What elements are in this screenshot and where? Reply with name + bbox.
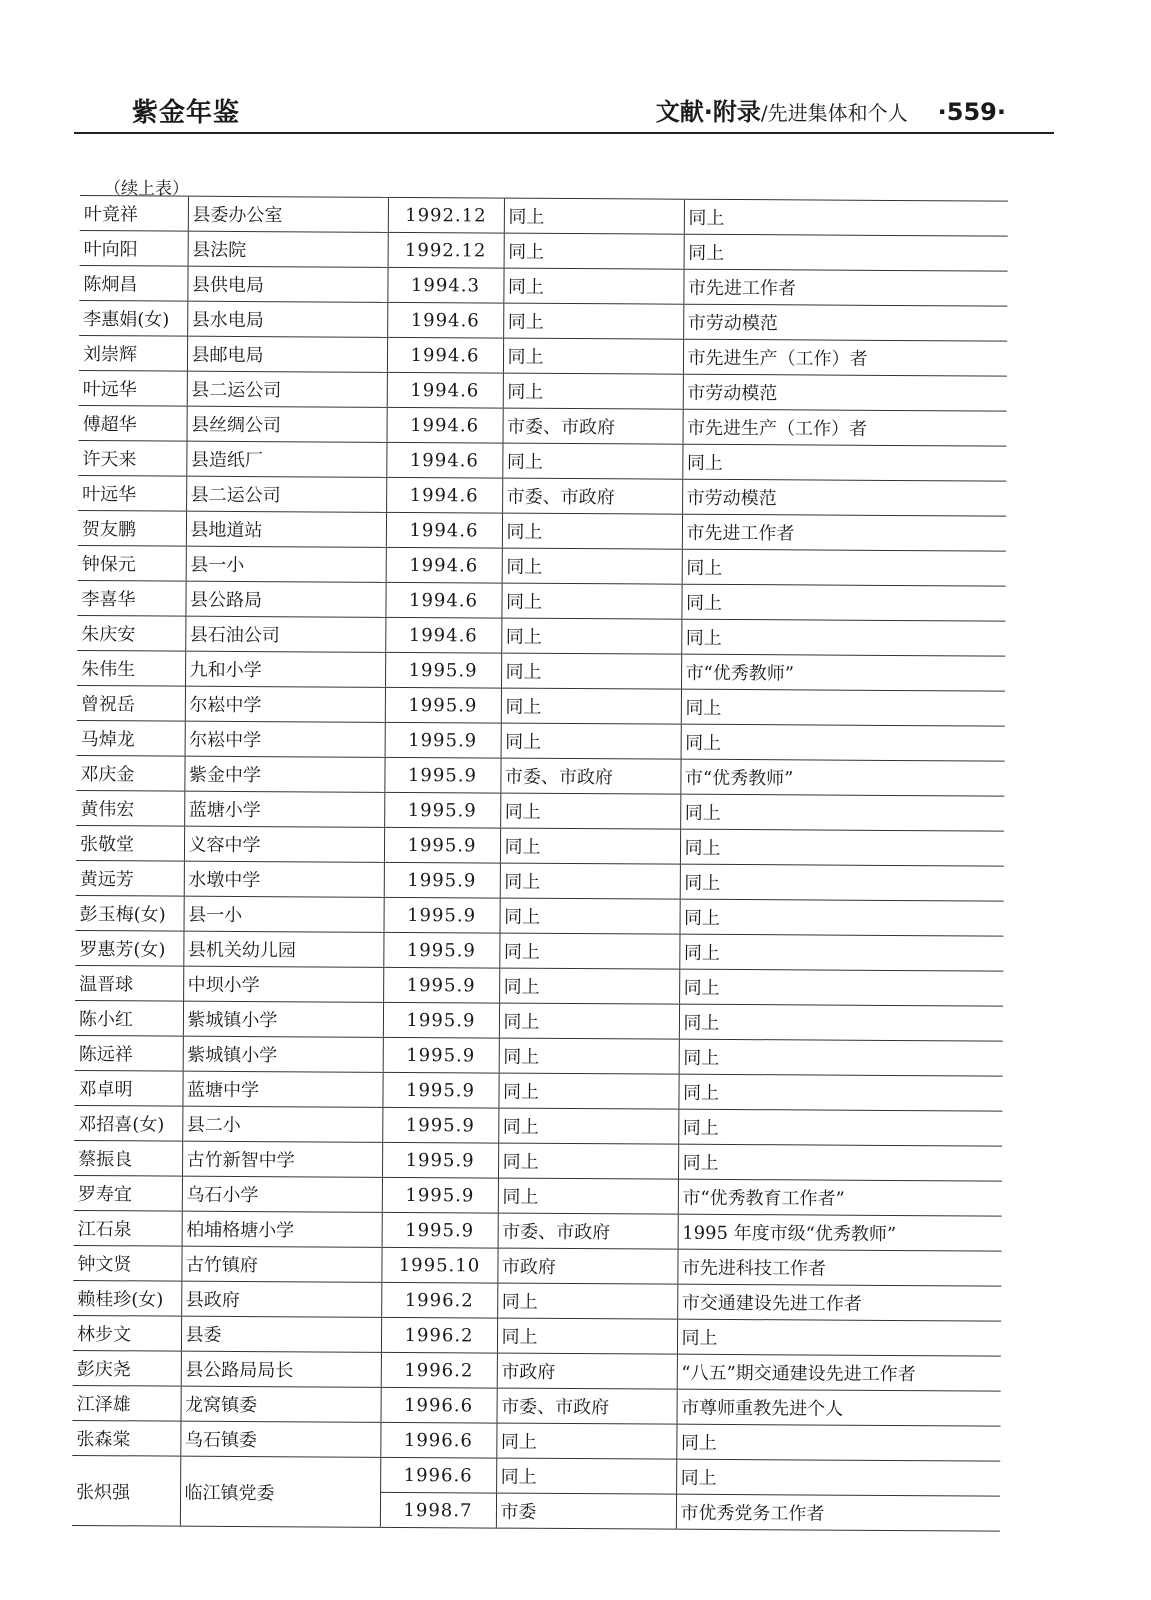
- org-cell: 同上: [499, 898, 679, 934]
- unit-cell: 紫金中学: [184, 756, 384, 792]
- honor-cell: 市先进工作者: [683, 269, 1007, 306]
- table-row: [73, 1280, 1001, 1321]
- unit-cell: 县机关幼儿园: [183, 931, 383, 967]
- date-cell: 1995.9: [384, 897, 500, 933]
- table-row: [73, 1350, 1001, 1391]
- running-head: [656, 92, 1006, 127]
- name-cell: 赖桂珍(女): [73, 1280, 181, 1316]
- honor-cell: 市先进科技工作者: [677, 1249, 1001, 1286]
- honor-cell: 同上: [678, 1074, 1002, 1111]
- unit-cell: 县委办公室: [188, 196, 388, 232]
- table-row: [80, 195, 1008, 236]
- unit-cell: 县法院: [188, 231, 388, 267]
- org-cell: 同上: [503, 268, 683, 304]
- table-row: [78, 475, 1006, 516]
- date-cell: 1995.9: [384, 862, 500, 898]
- name-cell: 黄远芳: [76, 860, 184, 896]
- org-cell: 市委、市政府: [498, 1213, 678, 1249]
- date-cell: 1994.6: [386, 477, 502, 513]
- date-cell: 1998.7: [380, 1492, 496, 1528]
- honor-cell: 市劳动模范: [682, 479, 1006, 516]
- org-cell: 同上: [498, 1108, 678, 1144]
- org-cell: 市政府: [497, 1353, 677, 1389]
- honor-cell: 市先进工作者: [682, 514, 1006, 551]
- name-cell: 马焯龙: [77, 720, 185, 756]
- org-cell: 同上: [499, 968, 679, 1004]
- name-cell: 邓卓明: [74, 1070, 182, 1106]
- org-cell: 同上: [503, 303, 683, 339]
- honor-cell: 市交通建设先进工作者: [677, 1284, 1001, 1321]
- date-cell: 1995.9: [382, 1177, 498, 1213]
- date-cell: 1996.6: [380, 1457, 496, 1493]
- name-cell: 张森棠: [72, 1420, 180, 1456]
- date-cell: 1994.6: [386, 407, 502, 443]
- org-cell: 同上: [499, 1038, 679, 1074]
- org-cell: 同上: [503, 338, 683, 374]
- table-row: [79, 405, 1007, 446]
- date-cell: 1995.9: [383, 932, 499, 968]
- org-cell: 市委、市政府: [502, 408, 682, 444]
- date-cell: 1992.12: [388, 232, 504, 268]
- date-cell: 1995.9: [382, 1142, 498, 1178]
- org-cell: 同上: [502, 548, 682, 584]
- continuation-label: （续上表）: [104, 179, 189, 199]
- org-cell: 同上: [496, 1458, 676, 1494]
- honor-cell: 同上: [679, 934, 1003, 971]
- table-row: [79, 335, 1007, 376]
- honor-cell: 同上: [678, 1109, 1002, 1146]
- org-cell: 市委: [496, 1493, 676, 1529]
- table-row: [75, 930, 1003, 971]
- date-cell: 1992.12: [388, 197, 504, 233]
- table-row: [78, 510, 1006, 551]
- honor-cell: “八五”期交通建设先进工作者: [677, 1354, 1001, 1391]
- table-row: [77, 685, 1005, 726]
- unit-cell: 县一小: [186, 546, 386, 582]
- table-row: [76, 860, 1004, 901]
- honor-cell: 同上: [679, 969, 1003, 1006]
- honor-cell: 同上: [679, 899, 1003, 936]
- honor-cell: 同上: [678, 1144, 1002, 1181]
- unit-cell: 九和小学: [185, 651, 385, 687]
- unit-cell: 紫城镇小学: [183, 1001, 383, 1037]
- org-cell: 市委、市政府: [502, 478, 682, 514]
- table-row: [74, 1175, 1002, 1216]
- name-cell: 叶远华: [79, 370, 187, 406]
- org-cell: 同上: [496, 1423, 676, 1459]
- honor-cell: 同上: [681, 584, 1005, 621]
- name-cell: 刘崇辉: [79, 335, 187, 371]
- table-row: [72, 1420, 1000, 1461]
- unit-cell: 龙窝镇委: [181, 1386, 381, 1422]
- table-row: [74, 1140, 1002, 1181]
- honor-cell: 同上: [676, 1424, 1000, 1461]
- honor-cell: 同上: [682, 444, 1006, 481]
- org-cell: 同上: [504, 198, 684, 234]
- page-number: ·559·: [937, 98, 1006, 126]
- org-cell: 同上: [501, 688, 681, 724]
- org-cell: 同上: [501, 618, 681, 654]
- unit-cell: 临江镇党委: [180, 1456, 380, 1527]
- org-cell: 同上: [501, 583, 681, 619]
- name-cell: 李喜华: [77, 580, 185, 616]
- table-container: [72, 195, 1008, 1532]
- name-cell: 林步文: [73, 1315, 181, 1351]
- table-row: [73, 1245, 1001, 1286]
- table-row: [75, 1000, 1003, 1041]
- table-row: [79, 300, 1007, 341]
- honor-cell: 同上: [676, 1459, 1000, 1496]
- honor-cell: 市尊师重教先进个人: [677, 1389, 1001, 1426]
- table-row: [79, 265, 1007, 306]
- table-row: [73, 1315, 1001, 1356]
- date-cell: 1995.9: [382, 1212, 498, 1248]
- honor-cell: 市先进生产（工作）者: [682, 409, 1006, 446]
- honor-cell: 市劳动模范: [683, 374, 1007, 411]
- section-title: 文献·附录: [655, 98, 761, 126]
- date-cell: 1996.6: [380, 1422, 496, 1458]
- honor-cell: 市优秀党务工作者: [676, 1494, 1000, 1531]
- date-cell: 1995.9: [385, 722, 501, 758]
- name-cell: 曾祝岳: [77, 685, 185, 721]
- table-row: [79, 370, 1007, 411]
- unit-cell: 县委: [181, 1316, 381, 1352]
- org-cell: 同上: [502, 513, 682, 549]
- unit-cell: 县二小: [182, 1106, 382, 1142]
- name-cell: 江泽雄: [73, 1385, 181, 1421]
- unit-cell: 县邮电局: [187, 336, 387, 372]
- name-cell: 贺友鹏: [78, 510, 186, 546]
- table-row: [74, 1070, 1002, 1111]
- name-cell: 彭玉梅(女): [76, 895, 184, 931]
- unit-cell: 县水电局: [187, 301, 387, 337]
- table-row: [77, 720, 1005, 761]
- date-cell: 1996.2: [381, 1352, 497, 1388]
- table-row: [77, 615, 1005, 656]
- date-cell: 1994.6: [387, 372, 503, 408]
- org-cell: 市委、市政府: [497, 1388, 677, 1424]
- name-cell: 张炽强: [72, 1455, 180, 1526]
- name-cell: 陈小红: [75, 1000, 183, 1036]
- table-row: [76, 755, 1004, 796]
- date-cell: 1995.9: [382, 1107, 498, 1143]
- unit-cell: 古竹镇府: [181, 1246, 381, 1282]
- org-cell: 同上: [499, 933, 679, 969]
- table-row: [74, 1105, 1002, 1146]
- name-cell: 江石泉: [74, 1210, 182, 1246]
- name-cell: 李惠娟(女): [79, 300, 187, 336]
- honor-cell: 同上: [680, 864, 1004, 901]
- unit-cell: 水墩中学: [184, 861, 384, 897]
- awards-table: [72, 195, 1008, 1532]
- honor-cell: 市“优秀教师”: [681, 654, 1005, 691]
- honor-cell: 市“优秀教师”: [680, 759, 1004, 796]
- unit-cell: 县公路局: [185, 581, 385, 617]
- org-cell: 同上: [500, 863, 680, 899]
- unit-cell: 县供电局: [187, 266, 387, 302]
- unit-cell: 乌石小学: [182, 1176, 382, 1212]
- org-cell: 同上: [497, 1318, 677, 1354]
- name-cell: 叶竟祥: [80, 195, 188, 231]
- name-cell: 朱庆安: [77, 615, 185, 651]
- org-cell: 同上: [498, 1073, 678, 1109]
- org-cell: 同上: [500, 793, 680, 829]
- org-cell: 同上: [502, 443, 682, 479]
- name-cell: 叶远华: [78, 475, 186, 511]
- unit-cell: 县政府: [181, 1281, 381, 1317]
- name-cell: 钟文贤: [73, 1245, 181, 1281]
- name-cell: 陈炯昌: [79, 265, 187, 301]
- name-cell: 彭庆尧: [73, 1350, 181, 1386]
- unit-cell: 县二运公司: [187, 371, 387, 407]
- date-cell: 1996.2: [381, 1317, 497, 1353]
- honor-cell: 同上: [680, 794, 1004, 831]
- org-cell: 市政府: [497, 1248, 677, 1284]
- name-cell: 温晋球: [75, 965, 183, 1001]
- date-cell: 1995.9: [385, 687, 501, 723]
- date-cell: 1995.9: [385, 652, 501, 688]
- unit-cell: 古竹新智中学: [182, 1141, 382, 1177]
- name-cell: 罗惠芳(女): [75, 930, 183, 966]
- honor-cell: 市劳动模范: [683, 304, 1007, 341]
- name-cell: 蔡振良: [74, 1140, 182, 1176]
- honor-cell: 1995 年度市级“优秀教师”: [678, 1214, 1002, 1251]
- date-cell: 1994.6: [387, 337, 503, 373]
- date-cell: 1995.10: [381, 1247, 497, 1283]
- table-row: [76, 825, 1004, 866]
- honor-cell: 同上: [679, 1039, 1003, 1076]
- date-cell: 1994.6: [386, 442, 502, 478]
- table-row: [74, 1210, 1002, 1251]
- unit-cell: 柏埔格塘小学: [182, 1211, 382, 1247]
- org-cell: 同上: [503, 373, 683, 409]
- unit-cell: 县石油公司: [185, 616, 385, 652]
- date-cell: 1995.9: [384, 827, 500, 863]
- table-row: [73, 1385, 1001, 1426]
- org-cell: 同上: [501, 653, 681, 689]
- table-row: [80, 230, 1008, 271]
- honor-cell: 同上: [684, 234, 1008, 271]
- book-title: 紫金年鉴: [132, 98, 241, 128]
- org-cell: 同上: [504, 233, 684, 269]
- table-row: [78, 545, 1006, 586]
- table-row: [77, 650, 1005, 691]
- table-row: [76, 895, 1004, 936]
- unit-cell: 蓝塘小学: [184, 791, 384, 827]
- date-cell: 1995.9: [383, 1002, 499, 1038]
- unit-cell: 县一小: [184, 896, 384, 932]
- page-header: [74, 84, 1054, 134]
- honor-cell: 同上: [681, 689, 1005, 726]
- subsection-title: /先进集体和个人: [760, 101, 908, 125]
- table-row: [76, 790, 1004, 831]
- org-cell: 市委、市政府: [500, 758, 680, 794]
- awards-table-body: [72, 195, 1008, 1531]
- date-cell: 1995.9: [383, 967, 499, 1003]
- table-row: [77, 580, 1005, 621]
- honor-cell: 同上: [681, 619, 1005, 656]
- unit-cell: 乌石镇委: [180, 1421, 380, 1457]
- org-cell: 同上: [499, 1003, 679, 1039]
- date-cell: 1995.9: [384, 757, 500, 793]
- org-cell: 同上: [498, 1143, 678, 1179]
- table-row: [75, 1035, 1003, 1076]
- unit-cell: 县丝绸公司: [186, 406, 386, 442]
- unit-cell: 紫城镇小学: [183, 1036, 383, 1072]
- name-cell: 张敬堂: [76, 825, 184, 861]
- date-cell: 1995.9: [382, 1072, 498, 1108]
- name-cell: 许天来: [78, 440, 186, 476]
- honor-cell: 同上: [679, 1004, 1003, 1041]
- date-cell: 1994.6: [386, 547, 502, 583]
- name-cell: 朱伟生: [77, 650, 185, 686]
- unit-cell: 尔崧中学: [185, 721, 385, 757]
- honor-cell: 市“优秀教育工作者”: [678, 1179, 1002, 1216]
- org-cell: 同上: [497, 1283, 677, 1319]
- unit-cell: 县地道站: [186, 511, 386, 547]
- name-cell: 傅超华: [79, 405, 187, 441]
- honor-cell: 市先进生产（工作）者: [683, 339, 1007, 376]
- unit-cell: 中坝小学: [183, 966, 383, 1002]
- unit-cell: 县公路局局长: [181, 1351, 381, 1387]
- name-cell: 陈远祥: [75, 1035, 183, 1071]
- honor-cell: 同上: [681, 724, 1005, 761]
- name-cell: 叶向阳: [80, 230, 188, 266]
- table-row: [75, 965, 1003, 1006]
- unit-cell: 县造纸厂: [186, 441, 386, 477]
- honor-cell: 同上: [684, 199, 1008, 236]
- table-row: [78, 440, 1006, 481]
- honor-cell: 同上: [682, 549, 1006, 586]
- honor-cell: 同上: [680, 829, 1004, 866]
- date-cell: 1995.9: [384, 792, 500, 828]
- org-cell: 同上: [500, 828, 680, 864]
- table-row: [72, 1455, 1000, 1496]
- date-cell: 1994.6: [386, 512, 502, 548]
- unit-cell: 县二运公司: [186, 476, 386, 512]
- unit-cell: 蓝塘中学: [182, 1071, 382, 1107]
- name-cell: 罗寿宜: [74, 1175, 182, 1211]
- org-cell: 同上: [498, 1178, 678, 1214]
- date-cell: 1994.6: [385, 617, 501, 653]
- name-cell: 邓庆金: [76, 755, 184, 791]
- unit-cell: 尔崧中学: [185, 686, 385, 722]
- date-cell: 1996.6: [381, 1387, 497, 1423]
- name-cell: 黄伟宏: [76, 790, 184, 826]
- date-cell: 1995.9: [383, 1037, 499, 1073]
- name-cell: 邓招喜(女): [74, 1105, 182, 1141]
- name-cell: 钟保元: [78, 545, 186, 581]
- date-cell: 1994.3: [387, 267, 503, 303]
- unit-cell: 义容中学: [184, 826, 384, 862]
- date-cell: 1996.2: [381, 1282, 497, 1318]
- date-cell: 1994.6: [385, 582, 501, 618]
- date-cell: 1994.6: [387, 302, 503, 338]
- honor-cell: 同上: [677, 1319, 1001, 1356]
- org-cell: 同上: [501, 723, 681, 759]
